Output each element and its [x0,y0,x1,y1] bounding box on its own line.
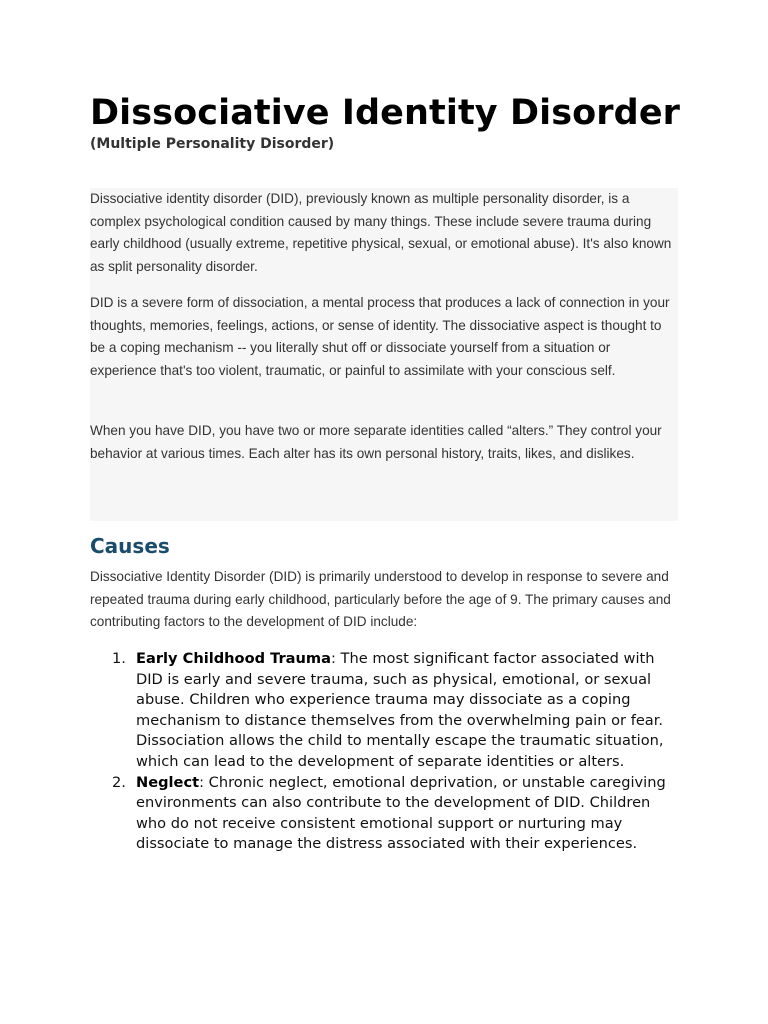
list-item-term: Neglect [136,773,200,791]
intro-box [90,188,678,521]
causes-heading: Causes [90,534,170,558]
list-item-text: : The most significant factor associated with DID is early and severe trauma, such as physical, emotional, or sexual abuse. Children who experience trauma may dissociate as a coping mechanism to distance themselves from the overwhelming pain or fear. Dissociation allows the child to mentally escape the traumatic situation, which can lead to the development of separate identities or alters. [136,650,664,770]
list-item-number: 1. [112,650,126,667]
list-item [90,649,678,773]
list-item-text: : Chronic neglect, emotional deprivation, or unstable caregiving environments can also contribute to the development of DID. Children who do not receive consistent emotional support or nurturing may dissociate to manage the distress associated with their experiences. [136,773,666,853]
intro-paragraph: DID is a severe form of dissociation, a mental process that produces a lack of connection in your thoughts, memories, feelings, actions, or sense of identity. The dissociative aspect is thought to be a coping mechanism -- you literally shut off or dissociate yourself from a situation or experience that's too violent, traumatic, or painful to assimilate with your conscious self. [90,295,670,378]
intro-paragraph: When you have DID, you have two or more separate identities called “alters.” They control your behavior at various times. Each alter has its own personal history, traits, likes, and dislikes. [90,423,662,461]
list-item [90,773,678,855]
list-item-number: 2. [112,773,126,791]
page-subtitle: (Multiple Personality Disorder) [90,136,335,152]
causes-list [90,649,678,855]
intro-paragraph: Dissociative identity disorder (DID), previously known as multiple personality disorder, is a complex psychological condition caused by many things. These include severe trauma during early childhood (usually extreme, repetitive physical, sexual, or emotional abuse). It's also known as split personality disorder. [90,191,672,274]
causes-intro: Dissociative Identity Disorder (DID) is primarily understood to develop in response to severe and repeated trauma during early childhood, particularly before the age of 9. The primary causes and contributing factors to the development of DID include: [90,569,671,629]
list-item-term: Early Childhood Trauma [136,650,331,667]
page-title: Dissociative Identity Disorder [90,93,681,133]
